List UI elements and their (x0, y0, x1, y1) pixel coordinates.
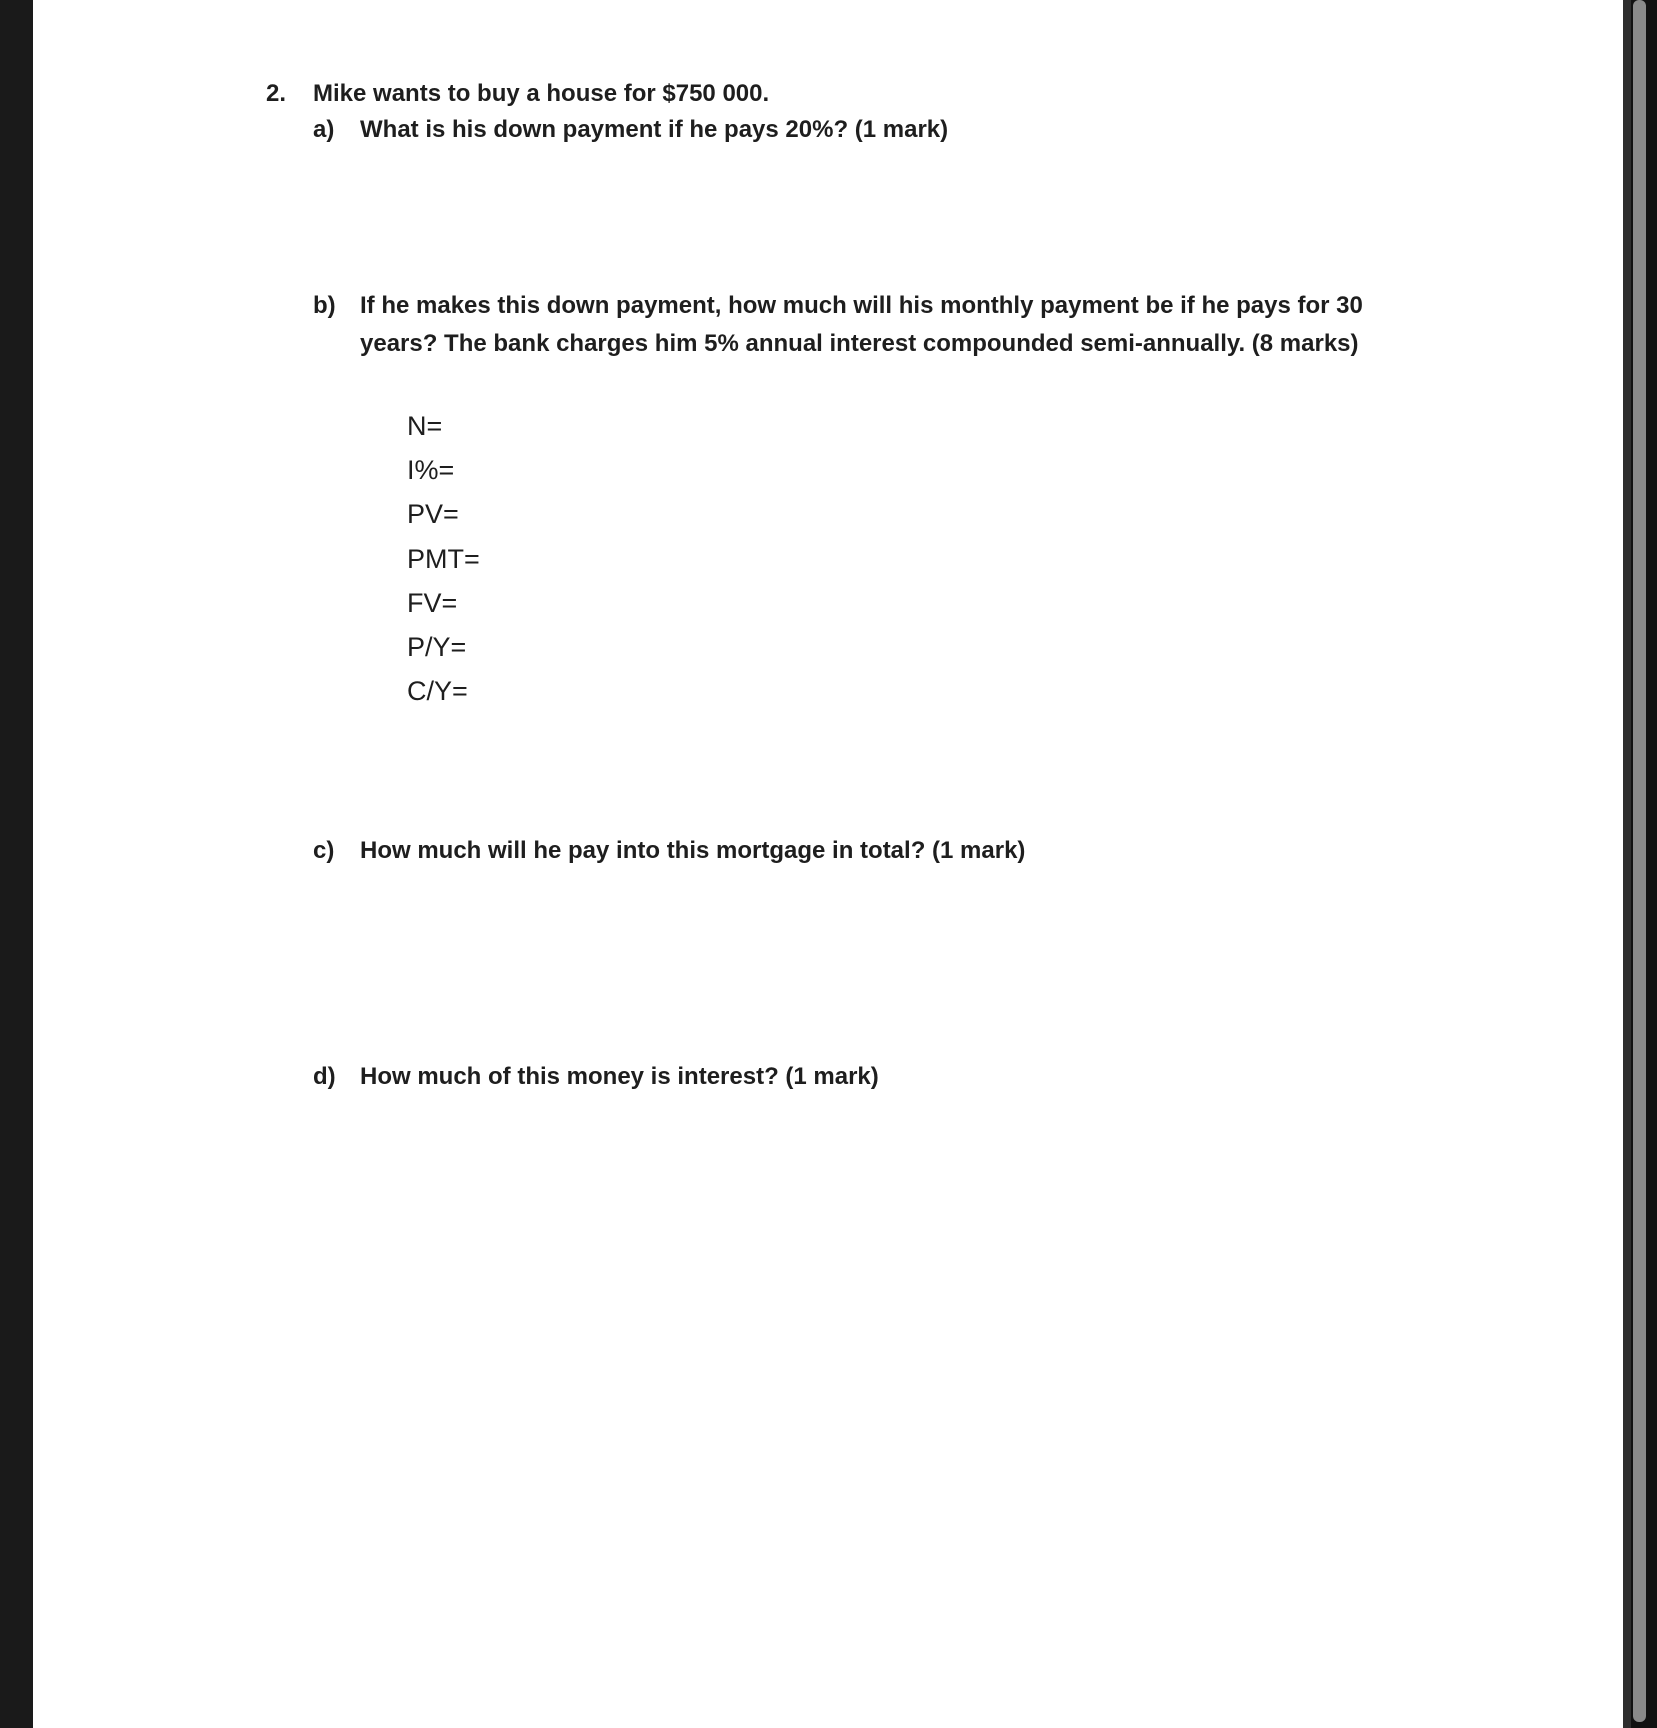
part-a-label: a) (313, 116, 335, 143)
part-a-text: What is his down payment if he pays 20%? (1 mark) (360, 116, 949, 143)
part-d-text: How much of this money is interest? (1 mark) (360, 1063, 879, 1090)
tvm-variable-interest: I%= (407, 455, 455, 485)
question-stem: Mike wants to buy a house for $750 000. (313, 80, 770, 107)
part-d-label: d) (313, 1063, 336, 1090)
page-edge (1623, 0, 1631, 1728)
tvm-variable-pmt: PMT= (407, 544, 480, 574)
part-b-label: b) (313, 292, 336, 319)
part-c-text: How much will he pay into this mortgage in total? (1 mark) (360, 837, 1026, 864)
question-number: 2. (266, 80, 287, 107)
scrollbar-thumb[interactable] (1633, 0, 1646, 1722)
part-b-text-line-1: If he makes this down payment, how much will his monthly payment be if he pays for 30 (360, 292, 1363, 319)
part-b-text-line-2: years? The bank charges him 5% annual interest compounded semi-annually. (8 marks) (360, 330, 1359, 357)
tvm-variable-cy: C/Y= (407, 676, 468, 706)
tvm-variable-py: P/Y= (407, 632, 467, 662)
tvm-variable-fv: FV= (407, 588, 458, 618)
document-page (33, 0, 1623, 1728)
part-c-label: c) (313, 837, 335, 864)
tvm-variable-pv: PV= (407, 499, 459, 529)
tvm-variable-n: N= (407, 411, 443, 441)
